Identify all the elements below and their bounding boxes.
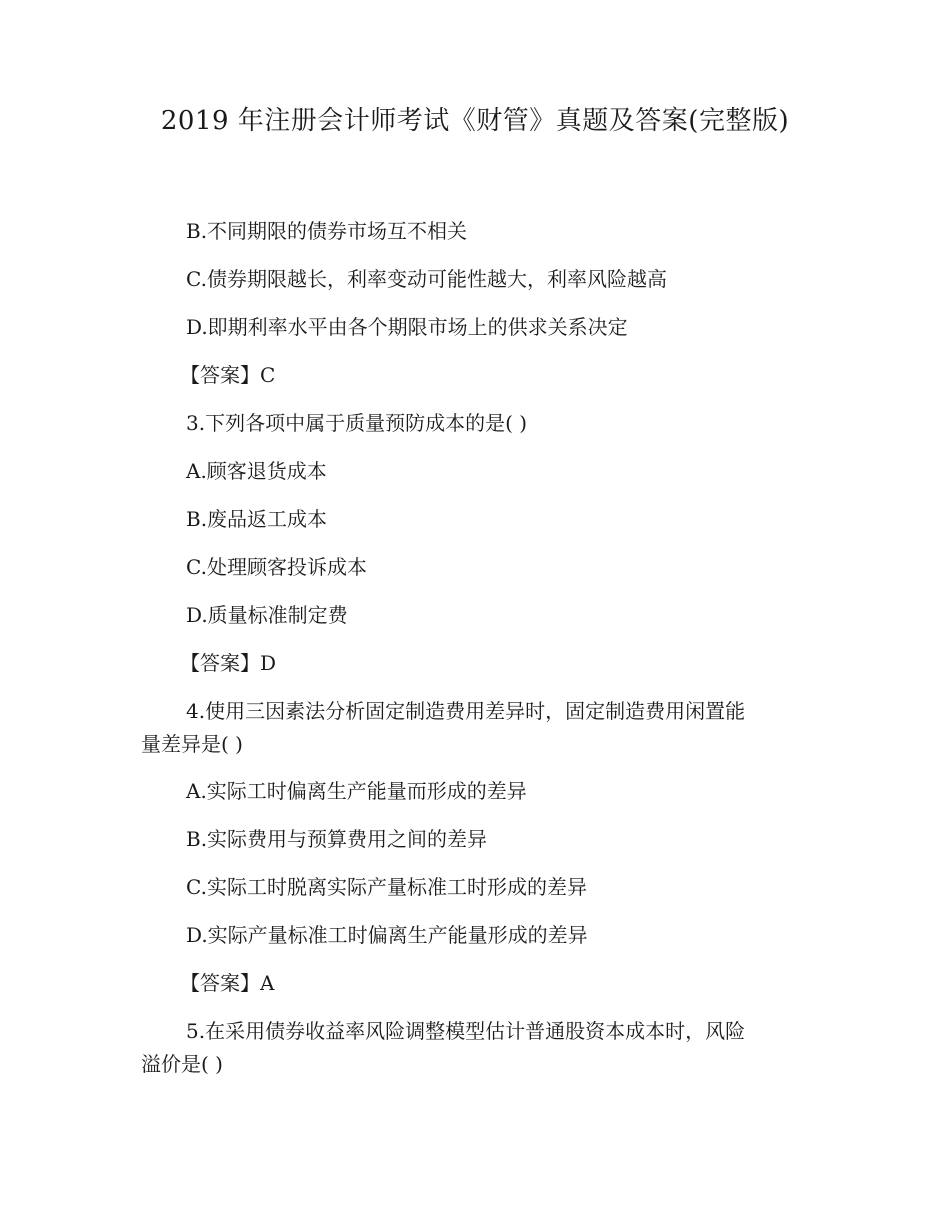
- q2-option-d: D.即期利率水平由各个期限市场上的供求关系决定: [186, 315, 628, 339]
- q2-option-b: B.不同期限的债券市场互不相关: [186, 219, 468, 243]
- q4-answer: 【答案】A: [180, 971, 275, 995]
- q2-answer: 【答案】C: [180, 363, 276, 387]
- q5-stem-line2: 溢价是( ): [141, 1052, 223, 1076]
- q4-option-d: D.实际产量标准工时偏离生产能量形成的差异: [186, 923, 588, 947]
- q4-stem-line1: 4.使用三因素法分析固定制造费用差异时，固定制造费用闲置能: [186, 699, 746, 723]
- document-title: 2019 年注册会计师考试《财管》真题及答案(完整版): [160, 106, 790, 136]
- q4-stem-line2: 量差异是( ): [141, 732, 243, 756]
- q3-answer: 【答案】D: [180, 651, 277, 675]
- q3-option-a: A.顾客退货成本: [186, 459, 327, 483]
- q4-option-c: C.实际工时脱离实际产量标准工时形成的差异: [186, 875, 587, 899]
- q4-option-b: B.实际费用与预算费用之间的差异: [186, 827, 488, 851]
- q3-stem: 3.下列各项中属于质量预防成本的是( ): [186, 411, 528, 435]
- q2-option-c: C.债券期限越长，利率变动可能性越大，利率风险越高: [186, 267, 667, 291]
- q3-option-b: B.废品返工成本: [186, 507, 328, 531]
- q4-option-a: A.实际工时偏离生产能量而形成的差异: [186, 779, 527, 803]
- q3-option-c: C.处理顾客投诉成本: [186, 555, 367, 579]
- q5-stem-line1: 5.在采用债券收益率风险调整模型估计普通股资本成本时，风险: [186, 1019, 746, 1043]
- q3-option-d: D.质量标准制定费: [186, 603, 348, 627]
